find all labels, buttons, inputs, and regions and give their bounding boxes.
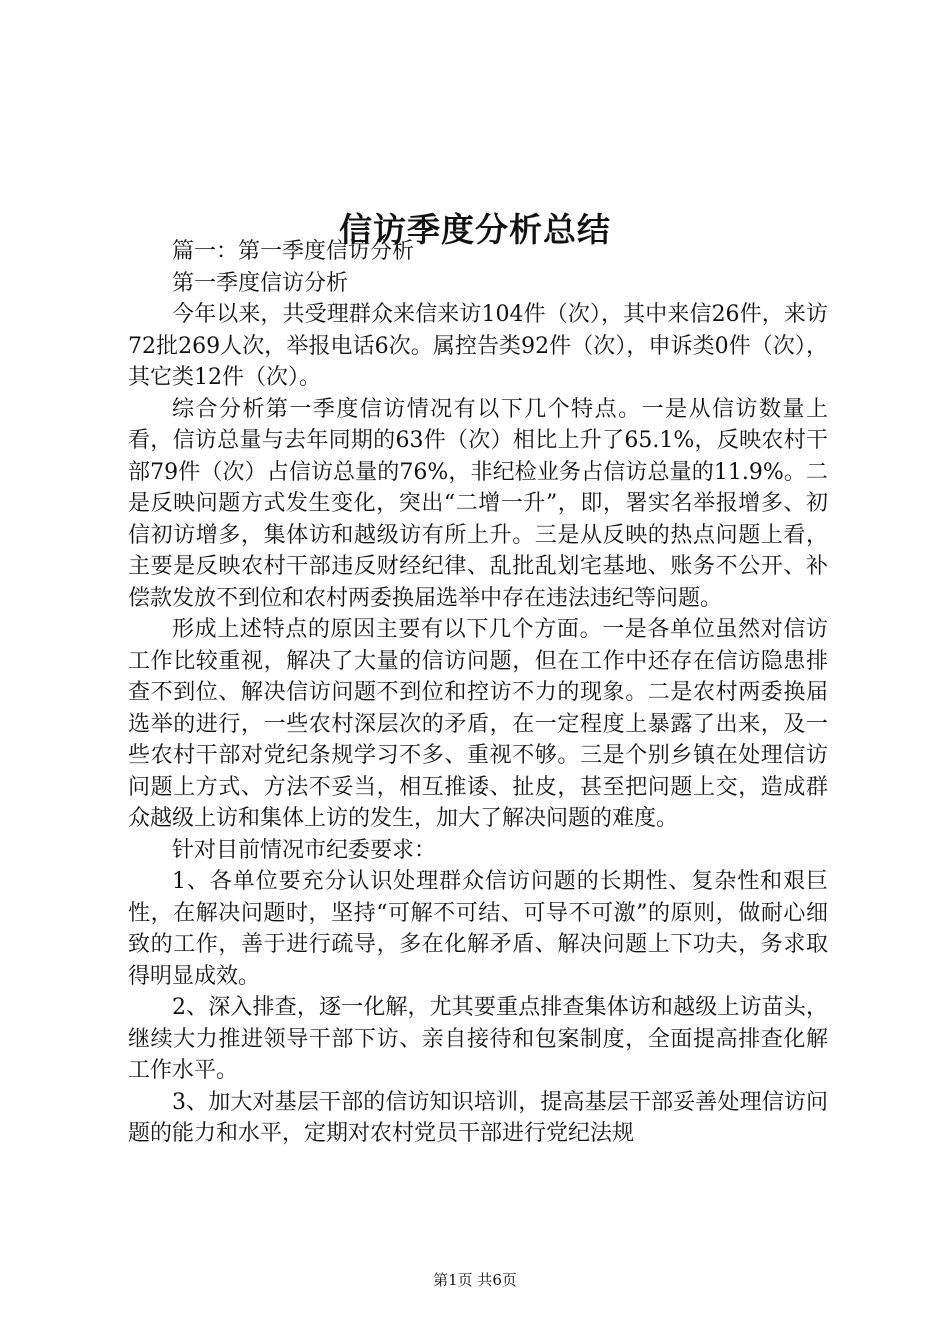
document-body <box>128 236 828 1150</box>
list-item: 1、各单位要充分认识处理群众信访问题的长期性、复杂性和艰巨性，在解决问题时，坚持“可解不可结、可导不可激”的原则，做耐心细致的工作，善于进行疏导，多在化解矛盾、解决问题上下功夫，务求取得明显成效。 <box>128 869 828 989</box>
list-item: 3、加大对基层干部的信访知识培训，提高基层干部妥善处理信访问题的能力和水平，定期对农村党员干部进行党纪法规 <box>128 1089 828 1146</box>
paragraph: 综合分析第一季度信访情况有以下几个特点。一是从信访数量上看，信访总量与去年同期的63件（次）相比上升了65.1%，反映农村干部79件（次）占信访总量的76%，非纪检业务占信访总量的11.9%。二是反映问题方式发生变化，突出“二增一升”，即，署实名举报增多、初信初访增多，集体访和越级访有所上升。三是从反映的热点问题上看，主要是反映农村干部违反财经纪律、乱批乱划宅基地、账务不公开、补偿款发放不到位和农村两委换届选举中存在违法违纪等问题。 <box>128 396 828 611</box>
paragraph: 形成上述特点的原因主要有以下几个方面。一是各单位虽然对信访工作比较重视，解决了大量的信访问题，但在工作中还存在信访隐患排查不到位、解决信访问题不到位和控访不力的现象。二是农村两委换届选举的进行，一些农村深层次的矛盾，在一定程度上暴露了出来，及一些农村干部对党纪条规学习不多、重视不够。三是个别乡镇在处理信访问题上方式、方法不妥当，相互推诿、扯皮，甚至把问题上交，造成群众越级上访和集体上访的发生，加大了解决问题的难度。 <box>128 617 828 831</box>
paragraph: 今年以来，共受理群众来信来访104件（次），其中来信26件，来访72批269人次，举报电话6次。属控告类92件（次），申诉类0件（次），其它类12件（次）。 <box>128 302 828 390</box>
page-footer: 第1页 共6页 <box>433 1271 517 1289</box>
document-title: 信访季度分析总结 <box>339 210 611 250</box>
section-heading: 篇一：第一季度信访分析 <box>172 239 415 264</box>
list-item: 2、深入排查，逐一化解，尤其要重点排查集体访和越级上访苗头，继续大力推进领导干部下访、亲自接待和包案制度，全面提高排查化解工作水平。 <box>128 995 828 1083</box>
subsection-heading: 第一季度信访分析 <box>172 270 349 296</box>
paragraph: 针对目前情况市纪委要求： <box>172 837 437 863</box>
